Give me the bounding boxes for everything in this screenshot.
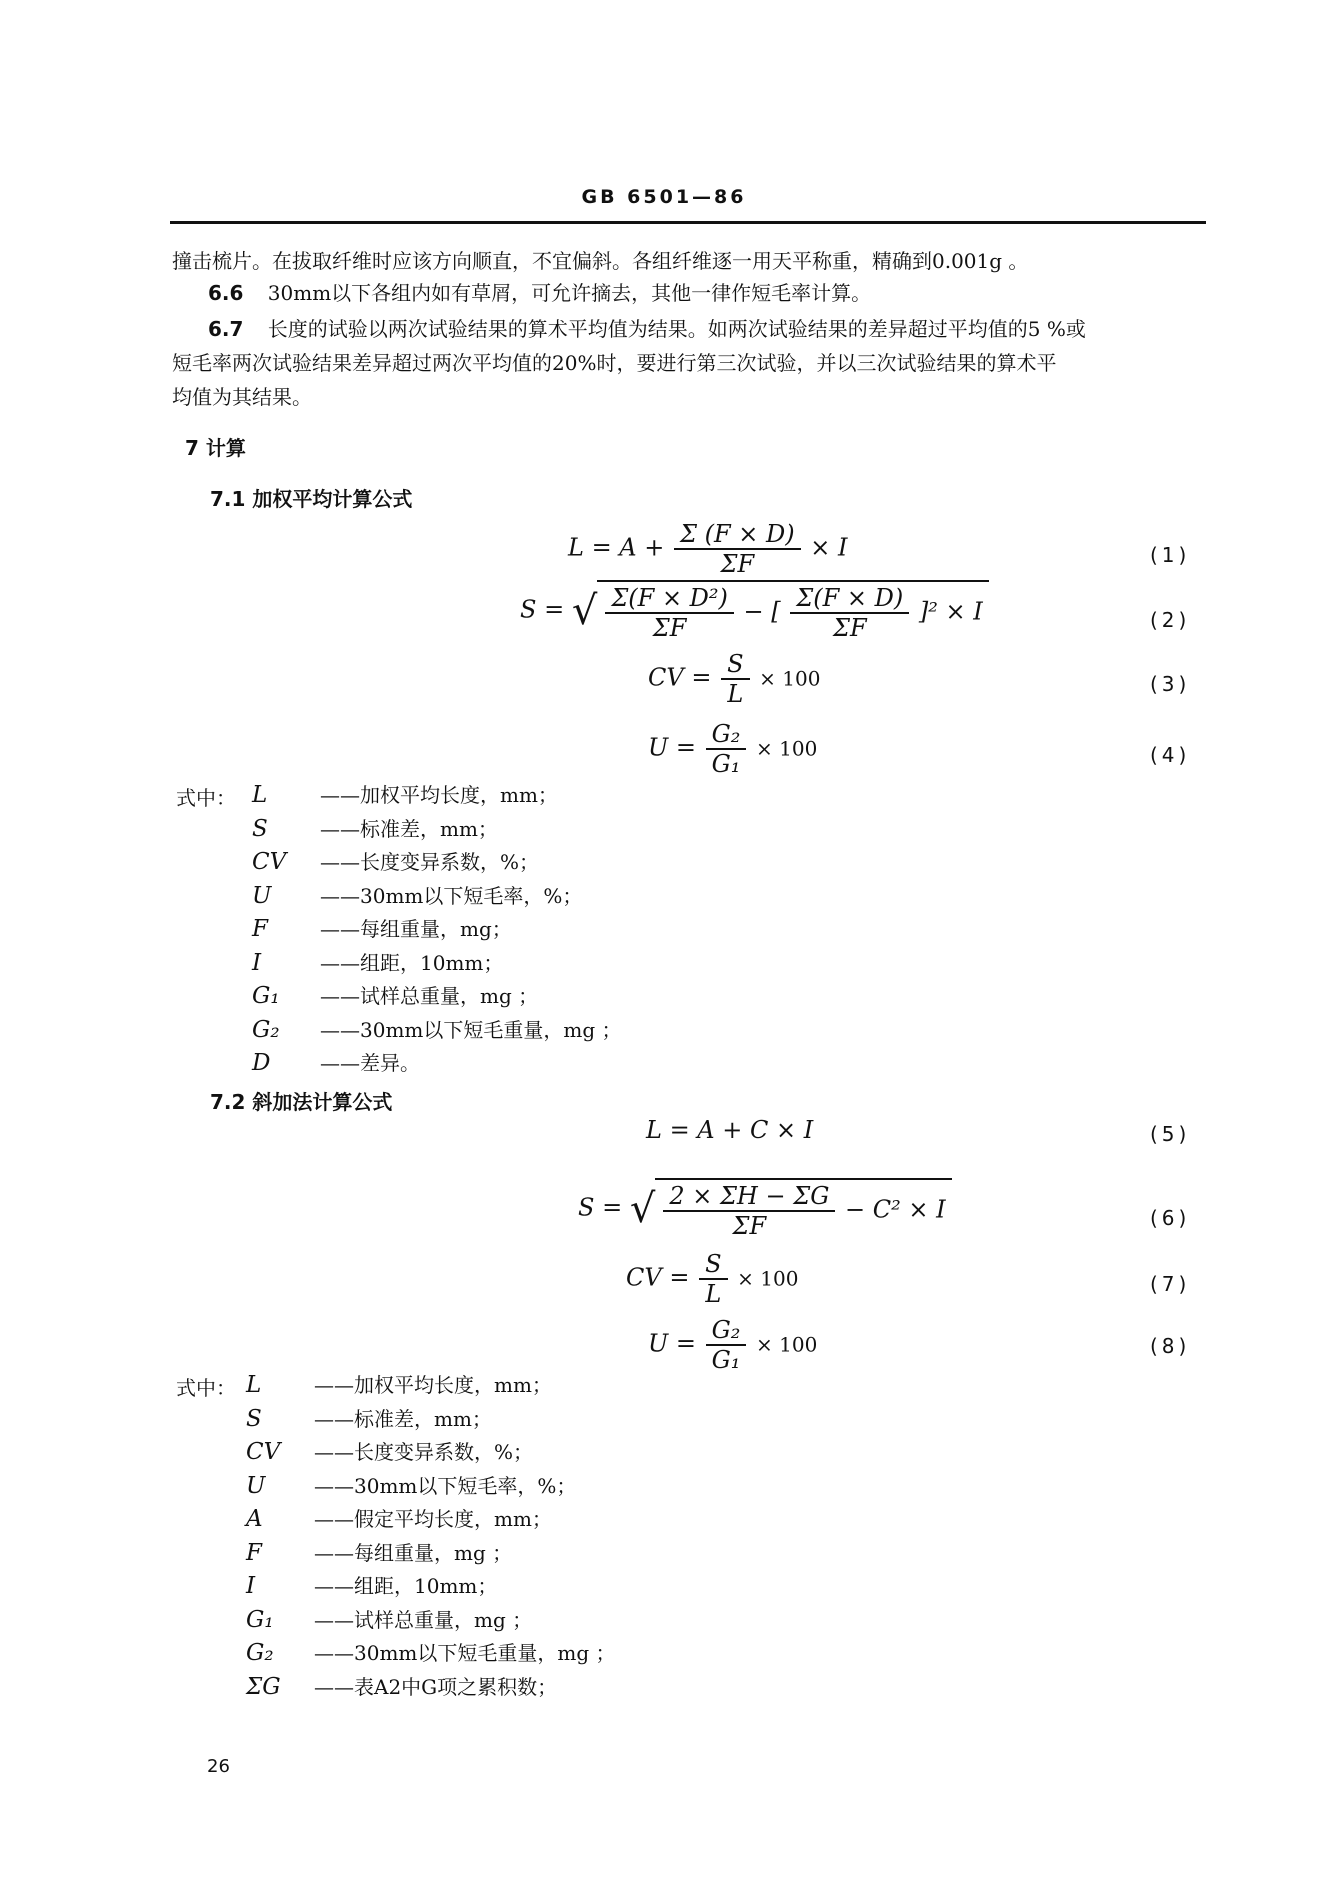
denominator: ΣF xyxy=(720,550,755,578)
variable-description: ——30mm以下短毛重量，mg ； xyxy=(320,1017,622,1042)
equation-number: (6) xyxy=(1150,1206,1191,1230)
equation-number: (2) xyxy=(1150,608,1191,632)
formula-5: L = A + C × I xyxy=(646,1116,814,1144)
variable-description: ——标准差，mm； xyxy=(320,816,498,841)
denominator: ΣF xyxy=(832,614,867,642)
numerator: G₂ xyxy=(706,1316,747,1346)
variable-description: ——假定平均长度，mm； xyxy=(314,1507,552,1531)
fraction xyxy=(605,584,734,642)
variable-symbol: I xyxy=(252,949,262,976)
header-rule xyxy=(170,221,1206,224)
variable-symbol: D xyxy=(252,1050,271,1076)
variable-symbol: CV xyxy=(246,1439,281,1465)
radical-sign: √ xyxy=(629,1186,656,1232)
variable-symbol: G₁ xyxy=(252,983,280,1009)
fraction xyxy=(699,1250,727,1308)
section-7-title: 7 计算 xyxy=(185,436,246,460)
variable-symbol: F xyxy=(246,1539,262,1566)
denominator: L xyxy=(705,1280,722,1308)
equation-number: (1) xyxy=(1150,543,1191,567)
clause-6-7 xyxy=(172,312,1212,346)
fraction xyxy=(721,650,749,708)
variable-symbol: L xyxy=(246,1372,262,1398)
variable-symbol: S xyxy=(252,815,268,842)
variable-description: ——长度变异系数，%； xyxy=(314,1440,534,1464)
variable-description: ——30mm以下短毛重量，mg ； xyxy=(314,1641,616,1665)
variable-symbol: G₁ xyxy=(246,1606,274,1633)
formula-3 xyxy=(648,650,820,708)
formula-lhs: CV = xyxy=(648,663,712,692)
variable-description: ——差异。 xyxy=(320,1051,420,1075)
variable-symbol: L xyxy=(252,782,268,808)
page-number: 26 xyxy=(207,1756,230,1777)
variable-description: ——标准差，mm； xyxy=(314,1406,492,1431)
formula-lhs: S = xyxy=(520,595,565,624)
equation-number: (5) xyxy=(1150,1122,1191,1146)
standard-header: GB 6501—86 xyxy=(581,186,747,208)
denominator: L xyxy=(727,680,744,708)
where-label: 式中： xyxy=(176,786,236,810)
variable-description: ——加权平均长度，mm； xyxy=(314,1373,552,1397)
formula-tail: ]² × I xyxy=(918,597,983,626)
denominator: G₁ xyxy=(711,750,741,778)
variable-description: ——组距，10mm； xyxy=(320,950,504,975)
variable-description: ——30mm以下短毛率，%； xyxy=(314,1473,577,1498)
radicand xyxy=(655,1178,951,1240)
equation-number: (3) xyxy=(1150,672,1191,696)
formula-8 xyxy=(648,1316,817,1374)
numerator: Σ(F × D) xyxy=(790,584,909,614)
variable-description: ——加权平均长度，mm； xyxy=(320,783,558,807)
variable-symbol: G₂ xyxy=(252,1016,280,1043)
variable-symbol: A xyxy=(246,1506,263,1532)
variable-symbol: F xyxy=(252,916,268,942)
where-label: 式中： xyxy=(176,1376,236,1400)
numerator: S xyxy=(699,1250,727,1280)
formula-4 xyxy=(648,720,817,778)
clause-6-7-line3: 均值为其结果。 xyxy=(172,385,312,409)
formula-tail: × I xyxy=(810,533,848,562)
variable-symbol: U xyxy=(246,1472,266,1499)
fraction xyxy=(706,720,747,778)
formula-tail: − C² × I xyxy=(845,1195,946,1224)
variable-symbol: I xyxy=(246,1573,256,1599)
formula-lhs: L = A + xyxy=(568,533,665,562)
formula-lhs: U = xyxy=(648,1329,696,1358)
variable-description: ——表A2中G项之累积数； xyxy=(314,1674,558,1699)
formula-tail: × 100 xyxy=(759,666,821,691)
denominator: ΣF xyxy=(652,614,687,642)
numerator: Σ(F × D²) xyxy=(605,584,734,614)
clause-text: 30mm以下各组内如有草屑，可允许摘去，其他一律作短毛率计算。 xyxy=(267,281,872,305)
variable-symbol: G₂ xyxy=(246,1640,274,1666)
variable-description: ——组距，10mm； xyxy=(314,1574,498,1598)
clause-6-6 xyxy=(172,276,1212,310)
equation-number: (7) xyxy=(1150,1272,1191,1296)
variable-symbol: S xyxy=(246,1405,262,1432)
formula-tail: × 100 xyxy=(756,1332,818,1357)
radicand xyxy=(597,580,988,642)
section-7-2-title: 7.2 斜加法计算公式 xyxy=(210,1090,393,1114)
clause-number: 6.6 xyxy=(208,281,244,305)
variable-description: ——试样总重量，mg ； xyxy=(314,1607,533,1632)
fraction xyxy=(706,1316,747,1374)
variable-symbol: U xyxy=(252,882,272,909)
section-7-1-title: 7.1 加权平均计算公式 xyxy=(210,487,413,511)
intro-line: 撞击梳片。在拔取纤维时应该方向顺直，不宜偏斜。各组纤维逐一用天平称重，精确到0.001g 。 xyxy=(172,249,1029,273)
numerator: 2 × ΣH − ΣG xyxy=(663,1182,835,1212)
clause-6-7-line2: 短毛率两次试验结果差异超过两次平均值的20%时，要进行第三次试验，并以三次试验结果的算术平 xyxy=(172,351,1057,375)
fraction xyxy=(790,584,909,642)
formula-2 xyxy=(520,580,989,642)
formula-lhs: CV = xyxy=(626,1263,690,1292)
formula-1 xyxy=(568,520,847,578)
variable-description: ——每组重量，mg ； xyxy=(314,1540,513,1565)
clause-number: 6.7 xyxy=(208,317,244,341)
numerator: Σ (F × D) xyxy=(674,520,801,550)
equation-number: (4) xyxy=(1150,743,1191,767)
numerator: G₂ xyxy=(706,720,747,750)
formula-tail: × 100 xyxy=(737,1266,799,1291)
formula-6 xyxy=(578,1178,952,1240)
denominator: G₁ xyxy=(711,1346,741,1374)
equation-number: (8) xyxy=(1150,1334,1191,1358)
formula-mid: − [ xyxy=(743,597,781,626)
formula-7 xyxy=(626,1250,798,1308)
variable-symbol: ΣG xyxy=(246,1673,281,1700)
formula-tail: × 100 xyxy=(756,736,818,761)
fraction xyxy=(663,1182,835,1240)
variable-description: ——每组重量，mg； xyxy=(320,917,512,941)
variable-description: ——长度变异系数，%； xyxy=(320,850,540,874)
fraction xyxy=(674,520,801,578)
variable-description: ——30mm以下短毛率，%； xyxy=(320,883,583,908)
clause-text: 长度的试验以两次试验结果的算术平均值为结果。如两次试验结果的差异超过平均值的5 %或 xyxy=(267,317,1086,341)
denominator: ΣF xyxy=(732,1212,767,1240)
radical-sign: √ xyxy=(571,588,598,634)
variable-symbol: CV xyxy=(252,849,287,875)
numerator: S xyxy=(721,650,749,680)
formula-lhs: U = xyxy=(648,733,696,762)
formula-lhs: S = xyxy=(578,1193,623,1222)
variable-description: ——试样总重量，mg ； xyxy=(320,984,539,1008)
